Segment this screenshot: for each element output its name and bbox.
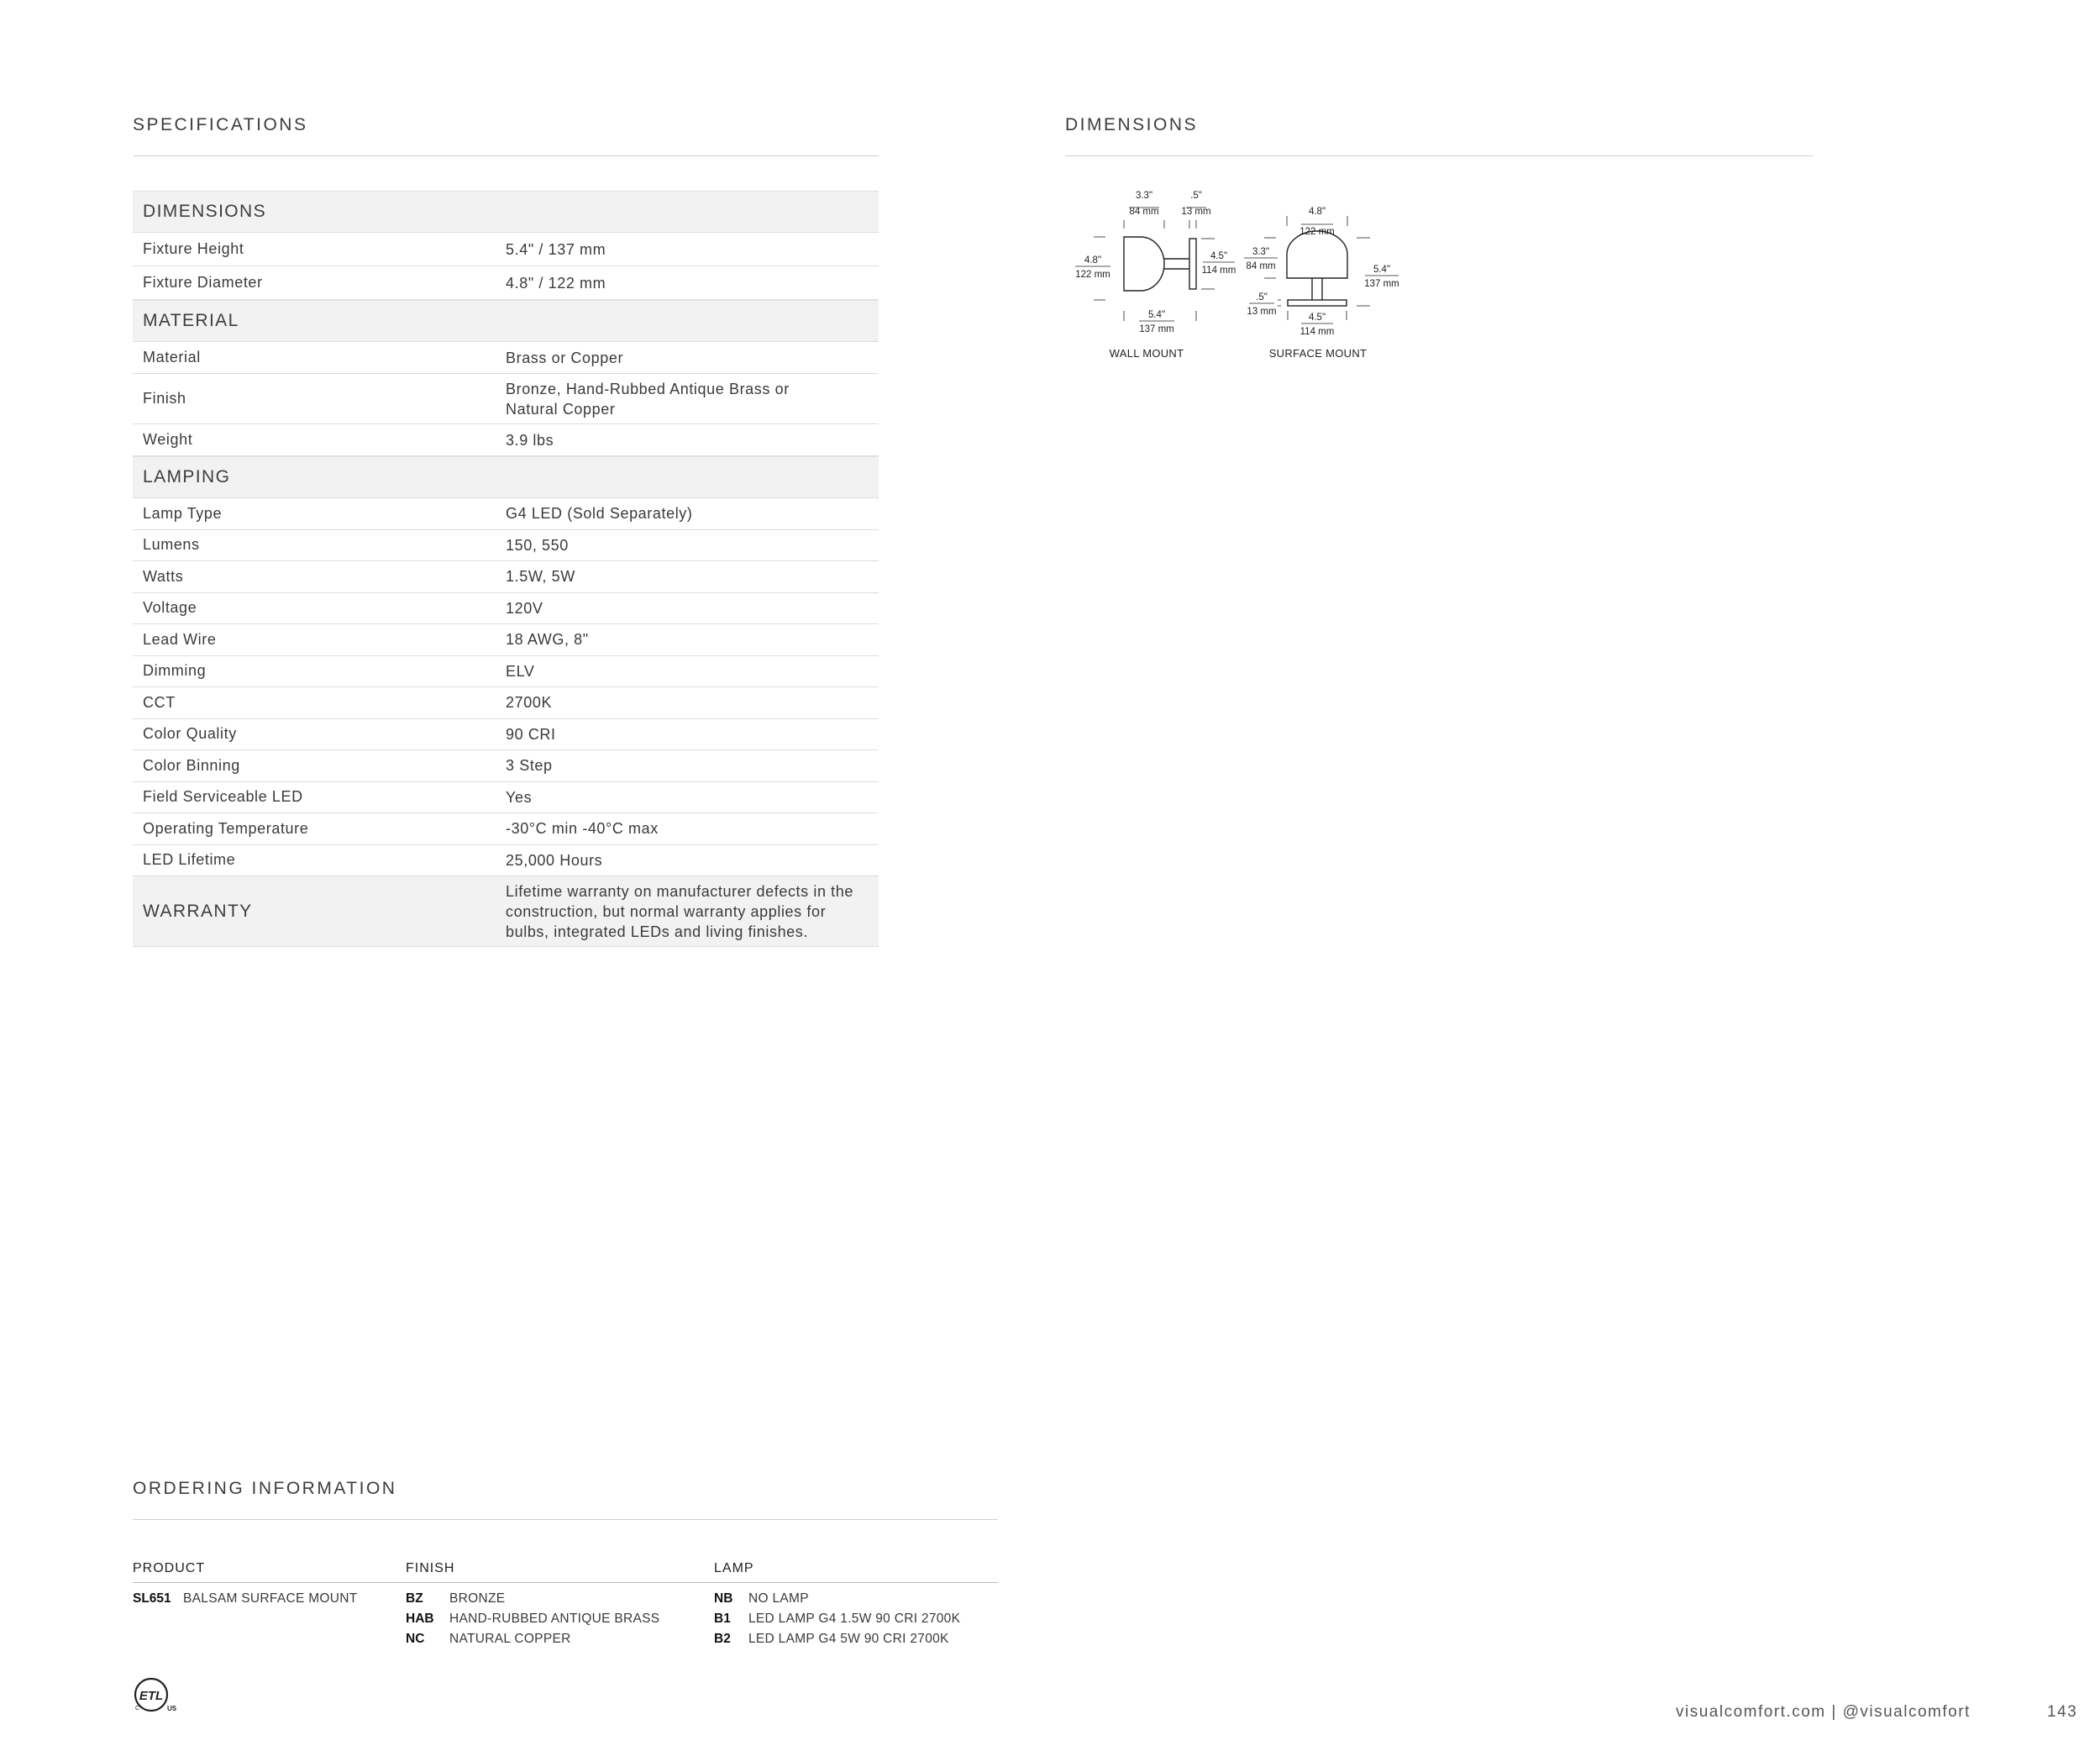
spec-row: Field Serviceable LED Yes [133, 782, 879, 814]
surface-plate-w-mm: 114 mm [1299, 327, 1335, 337]
page-number: 143 [2047, 1703, 2078, 1721]
surface-depth-mm: 84 mm [1246, 261, 1276, 271]
ordering-lamp-column [714, 1591, 960, 1652]
wall-plate-mm: 13 mm [1181, 207, 1211, 217]
ordering-header-lamp: LAMP [714, 1561, 754, 1575]
surface-depth-in: 3.3" [1252, 247, 1270, 257]
specifications-title: SPECIFICATIONS [133, 115, 308, 134]
surface-plate-in: .5" [1256, 292, 1268, 302]
list-item: B2 LED LAMP G4 5W 90 CRI 2700K [714, 1632, 949, 1646]
spec-row: Finish Bronze, Hand-Rubbed Antique Brass or Natural Copper [133, 374, 879, 424]
spec-row: Voltage 120V [133, 593, 879, 625]
wall-depth-mm: 84 mm [1129, 207, 1159, 217]
specifications-rule [133, 155, 879, 156]
surface-dia-mm: 122 mm [1299, 227, 1335, 237]
surface-total-mm: 137 mm [1364, 279, 1399, 289]
wall-plate-h-mm: 114 mm [1201, 266, 1236, 276]
spec-row: Lead Wire 18 AWG, 8" [133, 624, 879, 656]
ordering-product-column [133, 1591, 358, 1612]
dimensions-title: DIMENSIONS [1065, 115, 1199, 134]
spec-row: Operating Temperature -30°C min -40°C max [133, 813, 879, 845]
list-item: SL651 BALSAM SURFACE MOUNT [133, 1591, 358, 1606]
surface-dia-in: 4.8" [1308, 207, 1326, 217]
spec-row: Color Binning 3 Step [133, 750, 879, 782]
wall-total-in: 5.4" [1147, 310, 1166, 320]
etl-certification-icon [133, 1676, 181, 1715]
ordering-header-finish: FINISH [406, 1561, 455, 1575]
ordering-header-product: PRODUCT [133, 1561, 206, 1575]
section-heading-lamping: LAMPING [133, 456, 879, 498]
ordering-header-rule [133, 1582, 998, 1583]
surface-plate-w-in: 4.5" [1308, 313, 1326, 323]
spec-row: CCT 2700K [133, 687, 879, 719]
svg-text:C: C [135, 1706, 140, 1712]
spec-row: Weight 3.9 lbs [133, 424, 879, 456]
surface-mount-diagram [1231, 197, 1407, 370]
section-heading-dimensions: DIMENSIONS [133, 191, 879, 233]
dimensions-rule [1065, 155, 1813, 156]
list-item: NC NATURAL COPPER [406, 1632, 571, 1646]
warranty-row: WARRANTY Lifetime warranty on manufacturer defects in the construction, but normal warranty applies for bulbs, integrated LEDs and living finishes. [133, 876, 879, 947]
spec-row: Watts 1.5W, 5W [133, 561, 879, 593]
list-item: BZ BRONZE [406, 1591, 506, 1606]
list-item: NB NO LAMP [714, 1591, 809, 1606]
list-item: HAB HAND-RUBBED ANTIQUE BRASS [406, 1612, 660, 1626]
spec-row: Fixture Diameter 4.8" / 122 mm [133, 266, 879, 300]
specifications-table [133, 191, 879, 947]
wall-plate-h-in: 4.5" [1210, 251, 1228, 261]
wall-total-mm: 137 mm [1139, 324, 1174, 334]
ordering-finish-column [406, 1591, 659, 1652]
spec-row: Lamp Type G4 LED (Sold Separately) [133, 498, 879, 530]
footer-site-link[interactable]: visualcomfort.com | @visualcomfort [1676, 1703, 1971, 1721]
wall-depth-in: 3.3" [1135, 191, 1153, 201]
ordering-title: ORDERING INFORMATION [133, 1479, 397, 1498]
surface-total-in: 5.4" [1373, 265, 1391, 275]
spec-row: Lumens 150, 550 [133, 530, 879, 562]
wall-mount-caption: WALL MOUNT [1109, 347, 1184, 360]
spec-row: LED Lifetime 25,000 Hours [133, 845, 879, 877]
svg-text:US: US [167, 1705, 177, 1712]
ordering-rule [133, 1519, 998, 1520]
surface-mount-caption: SURFACE MOUNT [1268, 347, 1368, 360]
wall-plate-in: .5" [1190, 191, 1202, 201]
wall-dia-mm: 122 mm [1075, 270, 1110, 280]
surface-plate-mm: 13 mm [1247, 307, 1277, 317]
spec-row: Color Quality 90 CRI [133, 719, 879, 751]
section-heading-material: MATERIAL [133, 300, 879, 342]
wall-dia-in: 4.8" [1084, 255, 1102, 266]
wall-mount-diagram [1067, 187, 1243, 370]
spec-row: Dimming ELV [133, 656, 879, 688]
spec-row: Material Brass or Copper [133, 342, 879, 374]
list-item: B1 LED LAMP G4 1.5W 90 CRI 2700K [714, 1612, 961, 1626]
spec-row: Fixture Height 5.4" / 137 mm [133, 233, 879, 266]
svg-text:ETL: ETL [139, 1689, 164, 1703]
